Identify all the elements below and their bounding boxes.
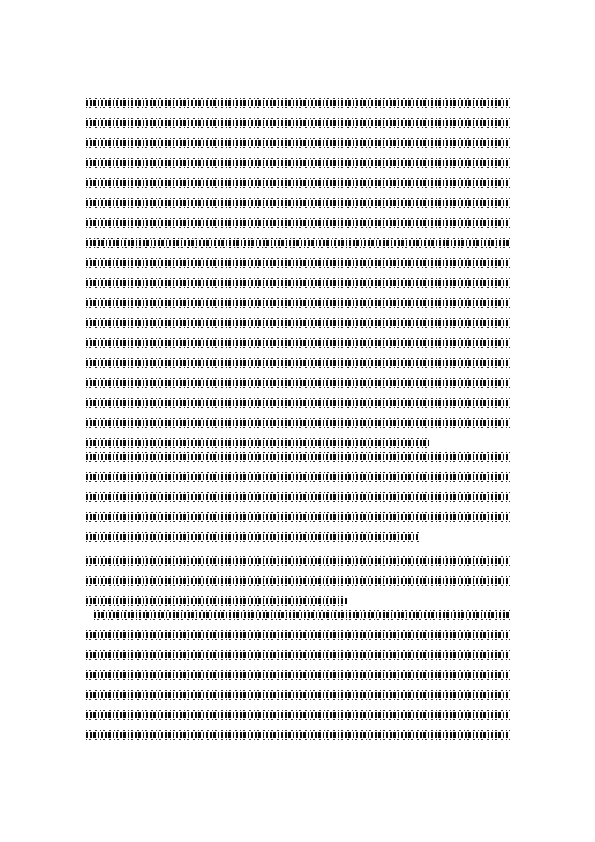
text-line [86,514,510,520]
text-line [86,340,510,346]
text-line [86,454,510,460]
text-line [86,360,510,366]
text-line [86,160,510,166]
text-line [86,220,510,226]
text-line [86,180,510,186]
text-line [86,632,510,638]
text-line [86,692,510,698]
paragraph-1 [86,100,510,260]
text-line [86,380,510,386]
text-line [86,494,510,500]
text-line [86,300,510,306]
text-line [94,240,510,246]
text-line [86,578,510,584]
text-line [94,612,510,618]
text-line [86,140,510,146]
text-line [86,534,419,540]
text-line [86,200,510,206]
text-line [86,652,510,658]
text-line [86,474,510,480]
text-line [86,598,347,604]
text-line [86,420,510,426]
paragraph-4 [86,558,510,618]
text-line [86,260,510,266]
text-line [86,672,510,678]
paragraph-3 [86,454,510,554]
text-line [86,100,510,106]
text-line [86,120,510,126]
paragraph-2 [86,240,510,460]
text-line [86,400,510,406]
text-line [86,732,510,738]
text-line [86,320,510,326]
text-line [86,280,510,286]
text-line [86,440,429,446]
text-line [86,712,510,718]
paragraph-5 [86,612,510,752]
text-line [86,558,510,564]
